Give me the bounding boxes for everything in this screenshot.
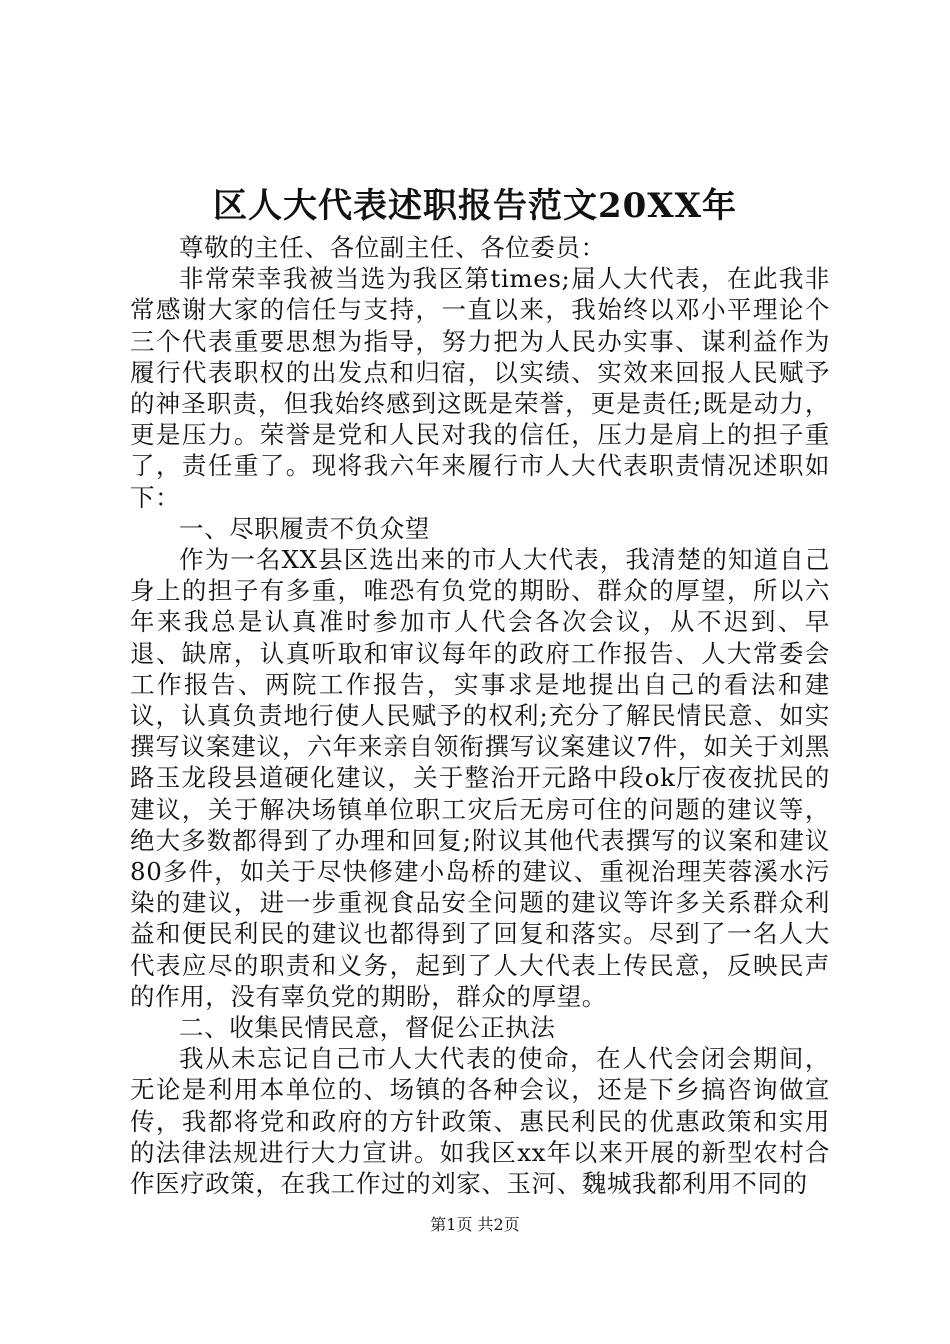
intro-paragraph: 非常荣幸我被当选为我区第times;届人大代表，在此我非常感谢大家的信任与支持，一直以来，我始终以邓小平理论个三个代表重要思想为指导，努力把为人民办实事、谋利益作为履行代表职权的出发点和归宿，以实绩、实效来回报人民赋予的神圣职责，但我始终感到这既是荣誉，更是责任;既是动力，更是压力。荣誉是党和人民对我的信任，压力是肩上的担子重了，责任重了。现将我六年来履行市人大代表职责情况述职如下：: [130, 264, 830, 512]
page-footer: 第1页 共2页: [430, 1215, 520, 1234]
section-1-paragraph: 作为一名XX县区选出来的市人大代表，我清楚的知道自己身上的担子有多重，唯恐有负党的期盼、群众的厚望，所以六年来我总是认真准时参加市人代会各次会议，从不迟到、早退、缺席，认真听取和审议每年的政府工作报告、人大常委会工作报告、两院工作报告，实事求是地提出自己的看法和建议，认真负责地行使人民赋予的权利;充分了解民情民意、如实撰写议案建议，六年来亲自领衔撰写议案建议7件，如关于刘黑路玉龙段县道硬化建议，关于整治开元路中段ok厅夜夜扰民的建议，关于解决场镇单位职工灾后无房可住的问题的建议等，绝大多数都得到了办理和回复;附议其他代表撰写的议案和建议80多件，如关于尽快修建小岛桥的建议、重视治理芙蓉溪水污染的建议，进一步重视食品安全问题的建议等许多关系群众利益和便民利民的建议也都得到了回复和落实。尽到了一名人大代表应尽的职责和义务，起到了人大代表上传民意，反映民声的作用，没有辜负党的期盼，群众的厚望。: [130, 545, 830, 1011]
section-2-paragraph: 我从未忘记自己市人大代表的使命，在人代会闭会期间，无论是利用本单位的、场镇的各种会议，还是下乡搞咨询做宣传，我都将党和政府的方针政策、惠民利民的优惠政策和实用的法律法规进行大力宣讲。如我区xx年以来开展的新型农村合作医疗政策，在我工作过的刘家、玉河、魏城我都利用不同的: [130, 1044, 830, 1199]
section-heading-1: 一、尽职履责不负众望: [179, 513, 430, 543]
document-title: 区人大代表述职报告范文20XX年: [212, 186, 738, 226]
document-body: [130, 232, 830, 1199]
salutation-paragraph: 尊敬的主任、各位副主任、各位委员：: [179, 233, 606, 262]
section-heading-2: 二、收集民情民意，督促公正执法: [179, 1013, 556, 1043]
